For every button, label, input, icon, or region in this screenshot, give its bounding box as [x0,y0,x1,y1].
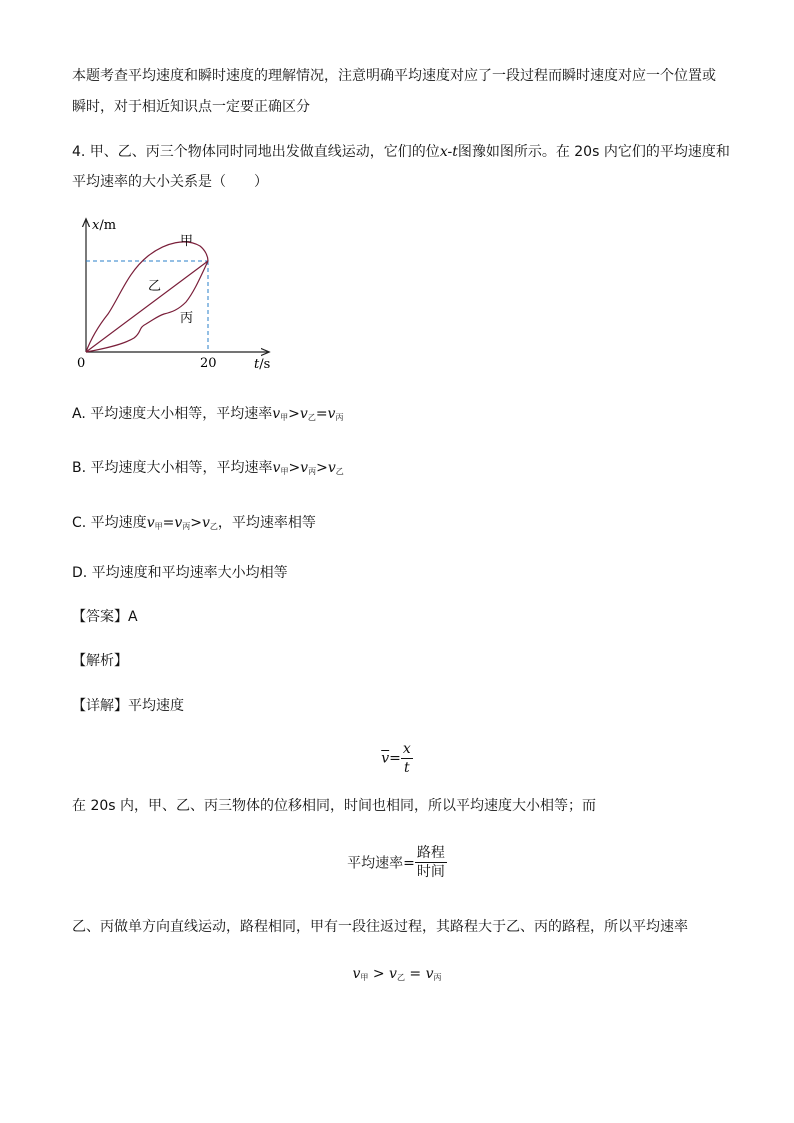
analysis-label: 【解析】 [72,653,128,669]
xt-label: x-t [439,144,458,160]
origin-label: 0 [77,356,86,371]
curve-label-bing: 丙 [180,311,194,326]
numerator-distance: 路程 [416,845,445,861]
paragraph-1: 在 20s 内，甲、乙、丙三物体的位移相同，时间也相同，所以平均速度大小相等；而 [72,798,597,814]
curve-label-yi: 乙 [148,279,162,294]
y-axis-label: x/m [92,218,117,233]
v-bar: $\overline{v}$ [381,750,390,767]
xt-graph [68,212,288,372]
v-symbol: v [146,515,155,531]
option-b [72,458,344,482]
sub-bing: 丙 [308,467,317,476]
sub-jia: 甲 [280,413,289,422]
answer-label: 【答案】 [72,609,128,625]
formula-average-velocity [0,740,794,777]
eq-sign: = [315,406,328,422]
sub-bing: 丙 [335,413,344,422]
eq-sign: = [389,750,401,767]
sub-yi: 乙 [396,973,405,982]
v-symbol: v [352,966,361,982]
fraction [401,740,413,777]
sub-jia: 甲 [360,973,369,982]
detail [72,696,184,716]
option-c-text: C. 平均速度 [72,515,147,531]
v-symbol: v [389,966,397,982]
x-axis-label: t/s [254,357,271,372]
denominator-t: t [404,760,410,776]
v-symbol: v [202,515,210,531]
gt-sign: > [372,966,385,982]
intro-line-1: 本题考查平均速度和瞬时速度的理解情况，注意明确平均速度对应了一段过程而瞬时速度对应一个位置或 [72,68,716,84]
option-a [72,404,343,428]
gt-sign: > [316,460,328,476]
sub-jia: 甲 [280,467,289,476]
sub-yi: 乙 [209,522,218,531]
detail-text: 平均速度 [128,698,184,714]
gt-sign: > [288,460,301,476]
v-symbol: v [174,515,183,531]
gt-sign: > [190,515,202,531]
option-c-suffix: ，平均速率相等 [217,515,316,531]
paragraph-2: 乙、丙做单方向直线运动，路程相同，甲有一段往返过程，其路程大于乙、丙的路程，所以平均速率 [72,919,688,935]
numerator-x: x [402,741,411,757]
curve-label-jia: 甲 [180,234,194,249]
gt-sign: > [288,406,300,422]
question-line-1 [72,142,730,162]
sub-bing: 丙 [433,973,442,982]
v-symbol: v [327,460,336,476]
v-symbol: v [327,406,336,422]
answer [72,607,138,627]
option-d: D. 平均速度和平均速率大小均相等 [72,565,288,581]
option-c [72,513,316,537]
v-symbol: v [272,460,281,476]
eq-sign: = [162,515,175,531]
eq-sign: = [409,966,422,982]
option-b-text: B. 平均速度大小相等，平均速率 [72,460,273,476]
fraction [415,844,447,881]
question-line-2: 平均速率的大小关系是（ ） [72,174,268,190]
sub-jia: 甲 [154,522,163,531]
intro-line-2: 瞬时，对于相近知识点一定要正确区分 [72,99,310,115]
formula-average-speed [0,844,794,881]
v-symbol: v [299,406,308,422]
formula-speed-comparison [0,966,794,983]
sub-bing: 丙 [182,522,191,531]
series-yi-line [86,261,208,352]
v-symbol: v [300,460,309,476]
option-a-text: A. 平均速度大小相等，平均速率 [72,406,273,422]
formula2-lhs: 平均速率= [347,855,415,872]
question-text-b: 图豫如图所示。在 20s 内它们的平均速度和 [457,144,730,160]
sub-yi: 乙 [307,413,316,422]
denominator-time: 时间 [416,864,445,880]
v-symbol: v [272,406,281,422]
answer-value: A [128,609,138,625]
detail-label: 【详解】 [72,698,128,714]
question-text-a: 4. 甲、乙、丙三个物体同时同地出发做直线运动，它们的位 [72,144,440,160]
sub-yi: 乙 [335,467,344,476]
v-symbol: v [425,966,434,982]
x-tick-label-20: 20 [200,356,217,371]
